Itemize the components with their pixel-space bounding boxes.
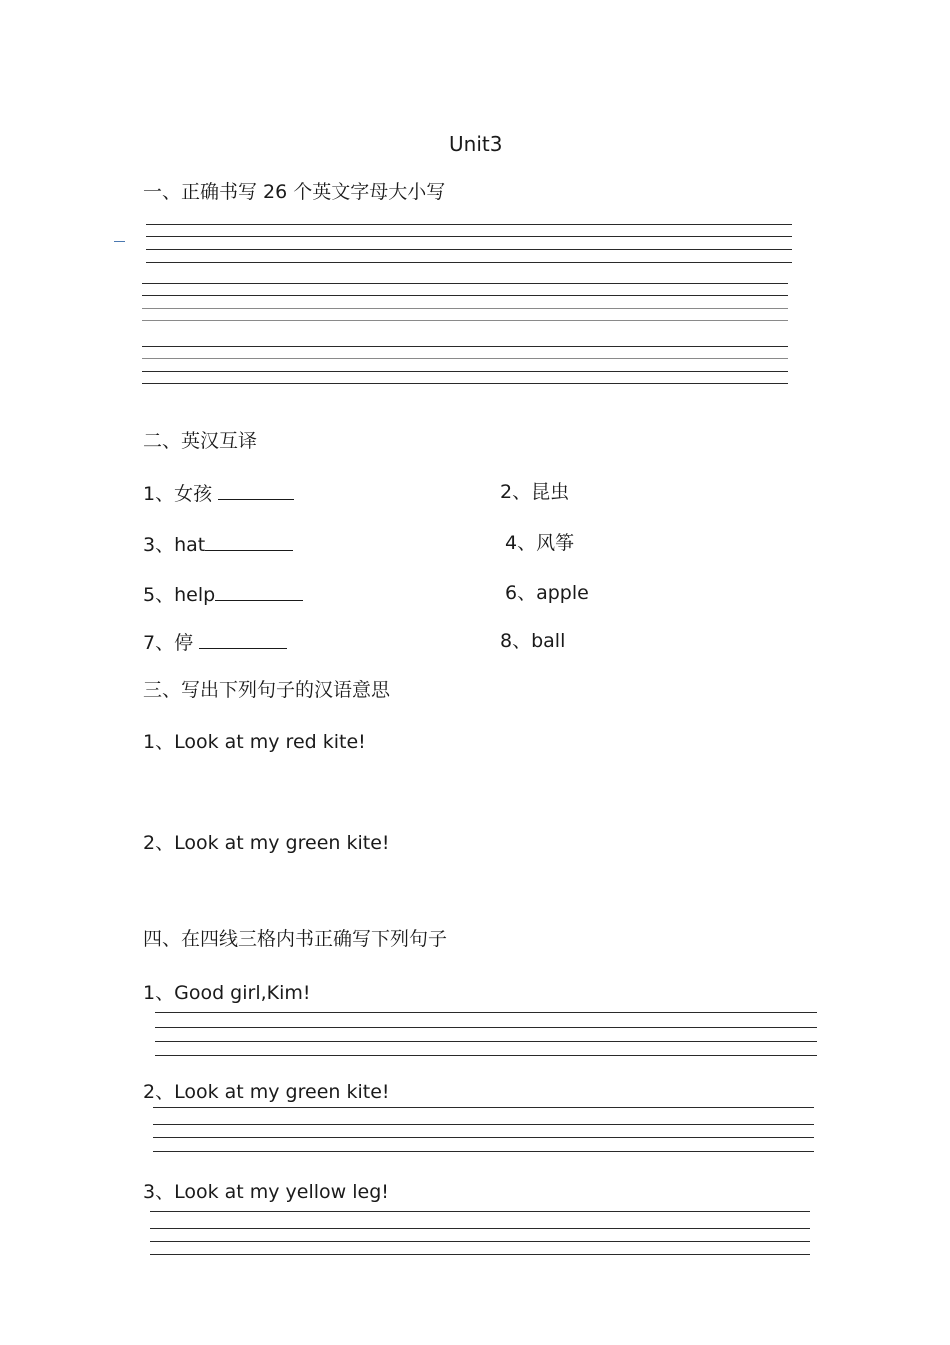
stray-pen-mark [114,241,125,242]
four-line-grid-4[interactable] [155,1012,817,1058]
translation-item-8 [500,632,565,651]
section-3-heading: 三、写出下列句子的汉语意思 [143,679,391,701]
four-line-grid-5[interactable] [153,1107,814,1153]
four-line-grid-1 [146,224,792,264]
item-word: 风筝 [536,532,575,554]
item-number: 2、 [143,1081,175,1103]
answer-blank[interactable] [218,483,294,500]
four-line-grid-3 [142,346,788,386]
translation-item-7 [143,632,287,653]
page-title: Unit3 [449,132,503,156]
translation-item-5 [143,584,303,605]
item-number: 6、 [505,582,537,604]
item-word: 女孩 [174,483,219,505]
item-word: 昆虫 [531,481,570,503]
translation-item-1 [143,483,294,504]
item-sentence: Look at my green kite! [174,832,390,854]
sentence-item-1 [143,733,366,752]
item-word: 停 [174,632,200,654]
item-word: help [174,584,216,606]
translation-item-3 [143,534,293,555]
answer-blank[interactable] [205,534,293,551]
section-1-heading: 一、正确书写 26 个英文字母大小写 [143,181,446,203]
item-sentence: Look at my red kite! [174,731,366,753]
copy-item-2 [143,1083,390,1102]
item-sentence: Look at my green kite! [174,1081,390,1103]
item-number: 8、 [500,630,532,652]
item-number: 1、 [143,982,175,1004]
answer-blank[interactable] [199,632,287,649]
item-number: 3、 [143,1181,175,1203]
item-number: 1、 [143,731,175,753]
copy-item-3 [143,1183,389,1202]
copy-item-1 [143,984,311,1003]
sentence-item-2 [143,834,390,853]
translation-item-2 [500,483,569,502]
item-word: ball [531,630,566,652]
answer-blank[interactable] [215,584,303,601]
item-word: hat [174,534,206,556]
item-number: 3、 [143,534,175,556]
item-number: 2、 [500,481,532,503]
item-number: 5、 [143,584,175,606]
item-number: 2、 [143,832,175,854]
item-number: 1、 [143,483,175,505]
four-line-grid-2 [142,283,788,323]
section-2-heading: 二、英汉互译 [143,430,258,452]
item-number: 4、 [505,532,537,554]
section-4-heading: 四、在四线三格内书正确写下列句子 [143,928,448,950]
translation-item-6 [505,584,589,603]
four-line-grid-6[interactable] [150,1211,810,1257]
translation-item-4 [505,534,574,553]
item-number: 7、 [143,632,175,654]
item-word: apple [536,582,589,604]
item-sentence: Look at my yellow leg! [174,1181,389,1203]
item-sentence: Good girl,Kim! [174,982,311,1004]
